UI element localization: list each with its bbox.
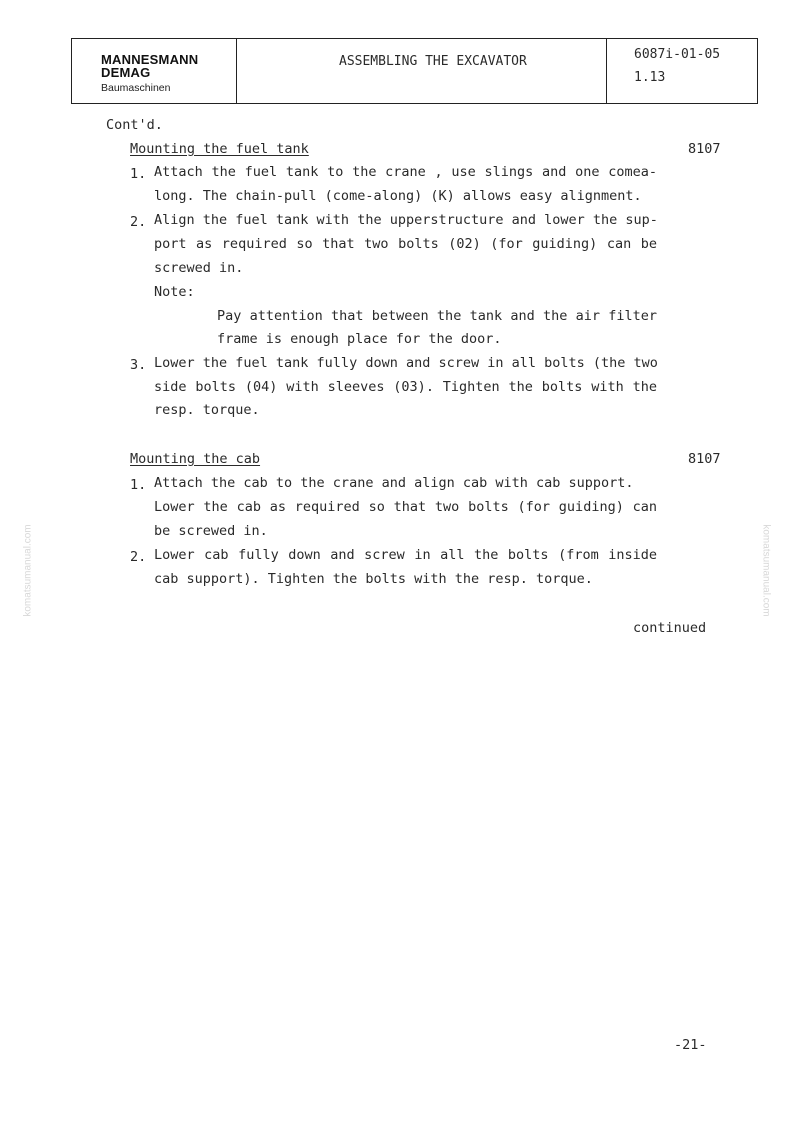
item-text-line: Lower the fuel tank fully down and screw in all bolts (the two	[154, 355, 658, 371]
item-number: 2.	[130, 549, 147, 565]
page-number: -21-	[674, 1037, 707, 1053]
item-number: 2.	[130, 214, 147, 230]
item-text-line: cab support). Tighten the bolts with the resp. torque.	[154, 571, 593, 587]
section-heading-fuel-tank: Mounting the fuel tank	[130, 141, 309, 157]
document-number: 6087i-01-05	[634, 47, 721, 62]
company-logo-cell	[72, 39, 237, 103]
watermark-left: komatsumanual.com	[22, 524, 34, 617]
item-number: 1.	[130, 166, 147, 182]
item-text-line: resp. torque.	[154, 402, 260, 418]
watermark-right: komatsumanual.com	[760, 524, 772, 617]
note-text-line: Pay attention that between the tank and the air filter	[217, 308, 657, 324]
title-cell	[237, 39, 607, 103]
continued-marker: Cont'd.	[106, 117, 163, 133]
item-text-line: be screwed in.	[154, 523, 268, 539]
item-number: 1.	[130, 477, 147, 493]
reference-cell	[607, 39, 757, 103]
item-number: 3.	[130, 357, 147, 373]
company-name: MANNESMANN	[101, 52, 199, 67]
document-title: ASSEMBLING THE EXCAVATOR	[339, 54, 527, 69]
item-text-line: side bolts (04) with sleeves (03). Tighten the bolts with the	[154, 379, 657, 395]
company-subname: DEMAG	[101, 65, 151, 80]
item-text-line: Lower the cab as required so that two bolts (for guiding) can	[154, 499, 657, 515]
section-heading-cab: Mounting the cab	[130, 451, 261, 467]
item-text-line: Lower cab fully down and screw in all the bolts (from inside	[154, 547, 657, 563]
item-text-line: long. The chain-pull (come-along) (K) allows easy alignment.	[154, 188, 642, 204]
item-text-line: Align the fuel tank with the upperstructure and lower the sup-	[154, 212, 658, 228]
section-page-ref: 1.13	[634, 70, 666, 85]
note-text-line: frame is enough place for the door.	[217, 331, 502, 347]
item-text-line: port as required so that two bolts (02) (for guiding) can be	[154, 236, 657, 252]
section-code-fuel-tank: 8107	[688, 141, 721, 157]
item-text-line: screwed in.	[154, 260, 244, 276]
section-code-cab: 8107	[688, 451, 721, 467]
document-header	[71, 38, 758, 104]
item-text-line: Attach the cab to the crane and align cab with cab support.	[154, 475, 634, 491]
company-division: Baumaschinen	[101, 82, 171, 94]
continued-label: continued	[633, 620, 707, 636]
note-label: Note:	[154, 284, 195, 300]
item-text-line: Attach the fuel tank to the crane , use slings and one comea-	[154, 164, 657, 180]
